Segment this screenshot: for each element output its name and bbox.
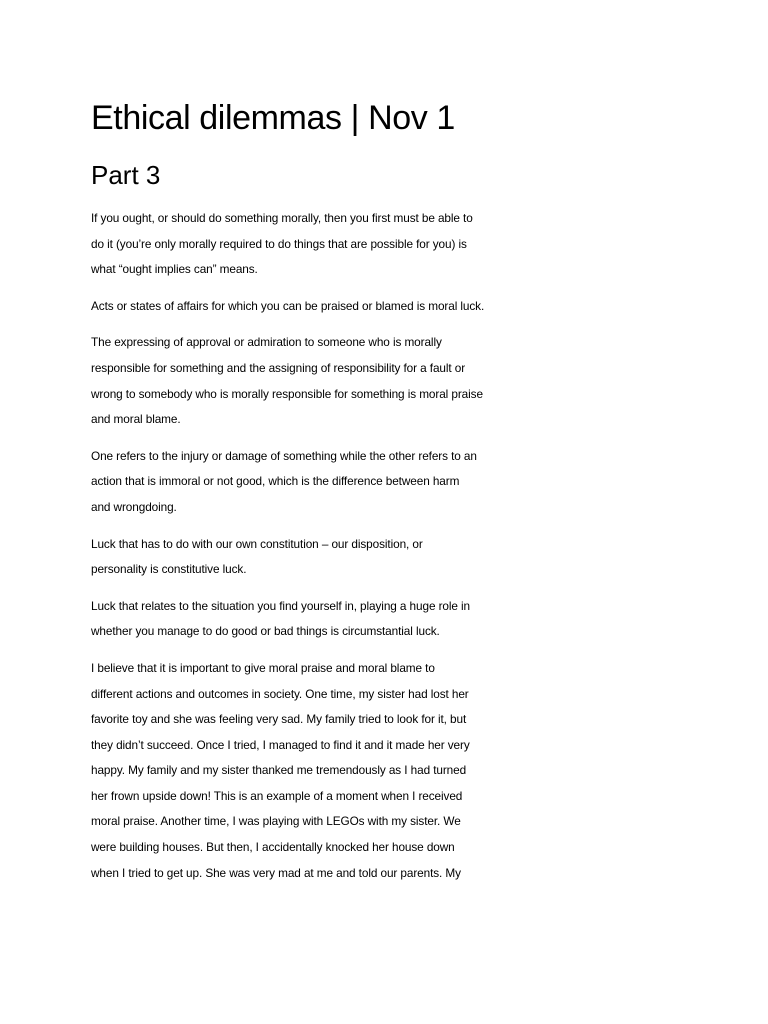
paragraph-line: and wrongdoing. bbox=[91, 499, 177, 514]
paragraph-line: were building houses. But then, I accidentally knocked her house down bbox=[91, 840, 455, 855]
paragraph-line: One refers to the injury or damage of something while the other refers to an bbox=[91, 448, 477, 463]
paragraph-line: The expressing of approval or admiration to someone who is morally bbox=[91, 335, 442, 350]
body-paragraph bbox=[91, 656, 691, 886]
paragraph-line: action that is immoral or not good, which is the difference between harm bbox=[91, 474, 460, 489]
paragraph-line: Acts or states of affairs for which you can be praised or blamed is moral luck. bbox=[91, 298, 485, 313]
paragraph-line: personality is constitutive luck. bbox=[91, 562, 247, 577]
body-paragraph bbox=[91, 532, 691, 583]
body-paragraph bbox=[91, 294, 691, 320]
paragraph-line: favorite toy and she was feeling very sad. My family tried to look for it, but bbox=[91, 712, 467, 727]
paragraph-line: moral praise. Another time, I was playing with LEGOs with my sister. We bbox=[91, 814, 461, 829]
paragraph-line: when I tried to get up. She was very mad at me and told our parents. My bbox=[91, 865, 461, 880]
document-body bbox=[91, 206, 691, 897]
paragraph-line: do it (you’re only morally required to do things that are possible for you) is bbox=[91, 236, 467, 251]
paragraph-line: I believe that it is important to give moral praise and moral blame to bbox=[91, 660, 435, 675]
body-paragraph bbox=[91, 330, 691, 432]
paragraph-line: they didn’t succeed. Once I tried, I managed to find it and it made her very bbox=[91, 737, 470, 752]
section-heading: Part 3 bbox=[91, 160, 161, 190]
paragraph-line: If you ought, or should do something morally, then you first must be able to bbox=[91, 211, 473, 225]
paragraph-line: responsible for something and the assigning of responsibility for a fault or bbox=[91, 360, 466, 375]
paragraph-line: wrong to somebody who is morally responsible for something is moral praise bbox=[91, 386, 483, 401]
paragraph-line: Luck that has to do with our own constitution – our disposition, or bbox=[91, 536, 423, 551]
body-paragraph bbox=[91, 206, 691, 283]
paragraph-line: different actions and outcomes in society. One time, my sister had lost her bbox=[91, 686, 469, 701]
body-paragraph bbox=[91, 594, 691, 645]
document-title: Ethical dilemmas | Nov 1 bbox=[91, 99, 455, 137]
paragraph-line: and moral blame. bbox=[91, 412, 181, 427]
paragraph-line: whether you manage to do good or bad things is circumstantial luck. bbox=[91, 624, 440, 639]
paragraph-line: Luck that relates to the situation you find yourself in, playing a huge role in bbox=[91, 598, 471, 613]
paragraph-line: her frown upside down! This is an example of a moment when I received bbox=[91, 788, 463, 803]
body-paragraph bbox=[91, 444, 691, 521]
paragraph-line: what “ought implies can” means. bbox=[91, 262, 258, 277]
paragraph-line: happy. My family and my sister thanked me tremendously as I had turned bbox=[91, 763, 467, 778]
